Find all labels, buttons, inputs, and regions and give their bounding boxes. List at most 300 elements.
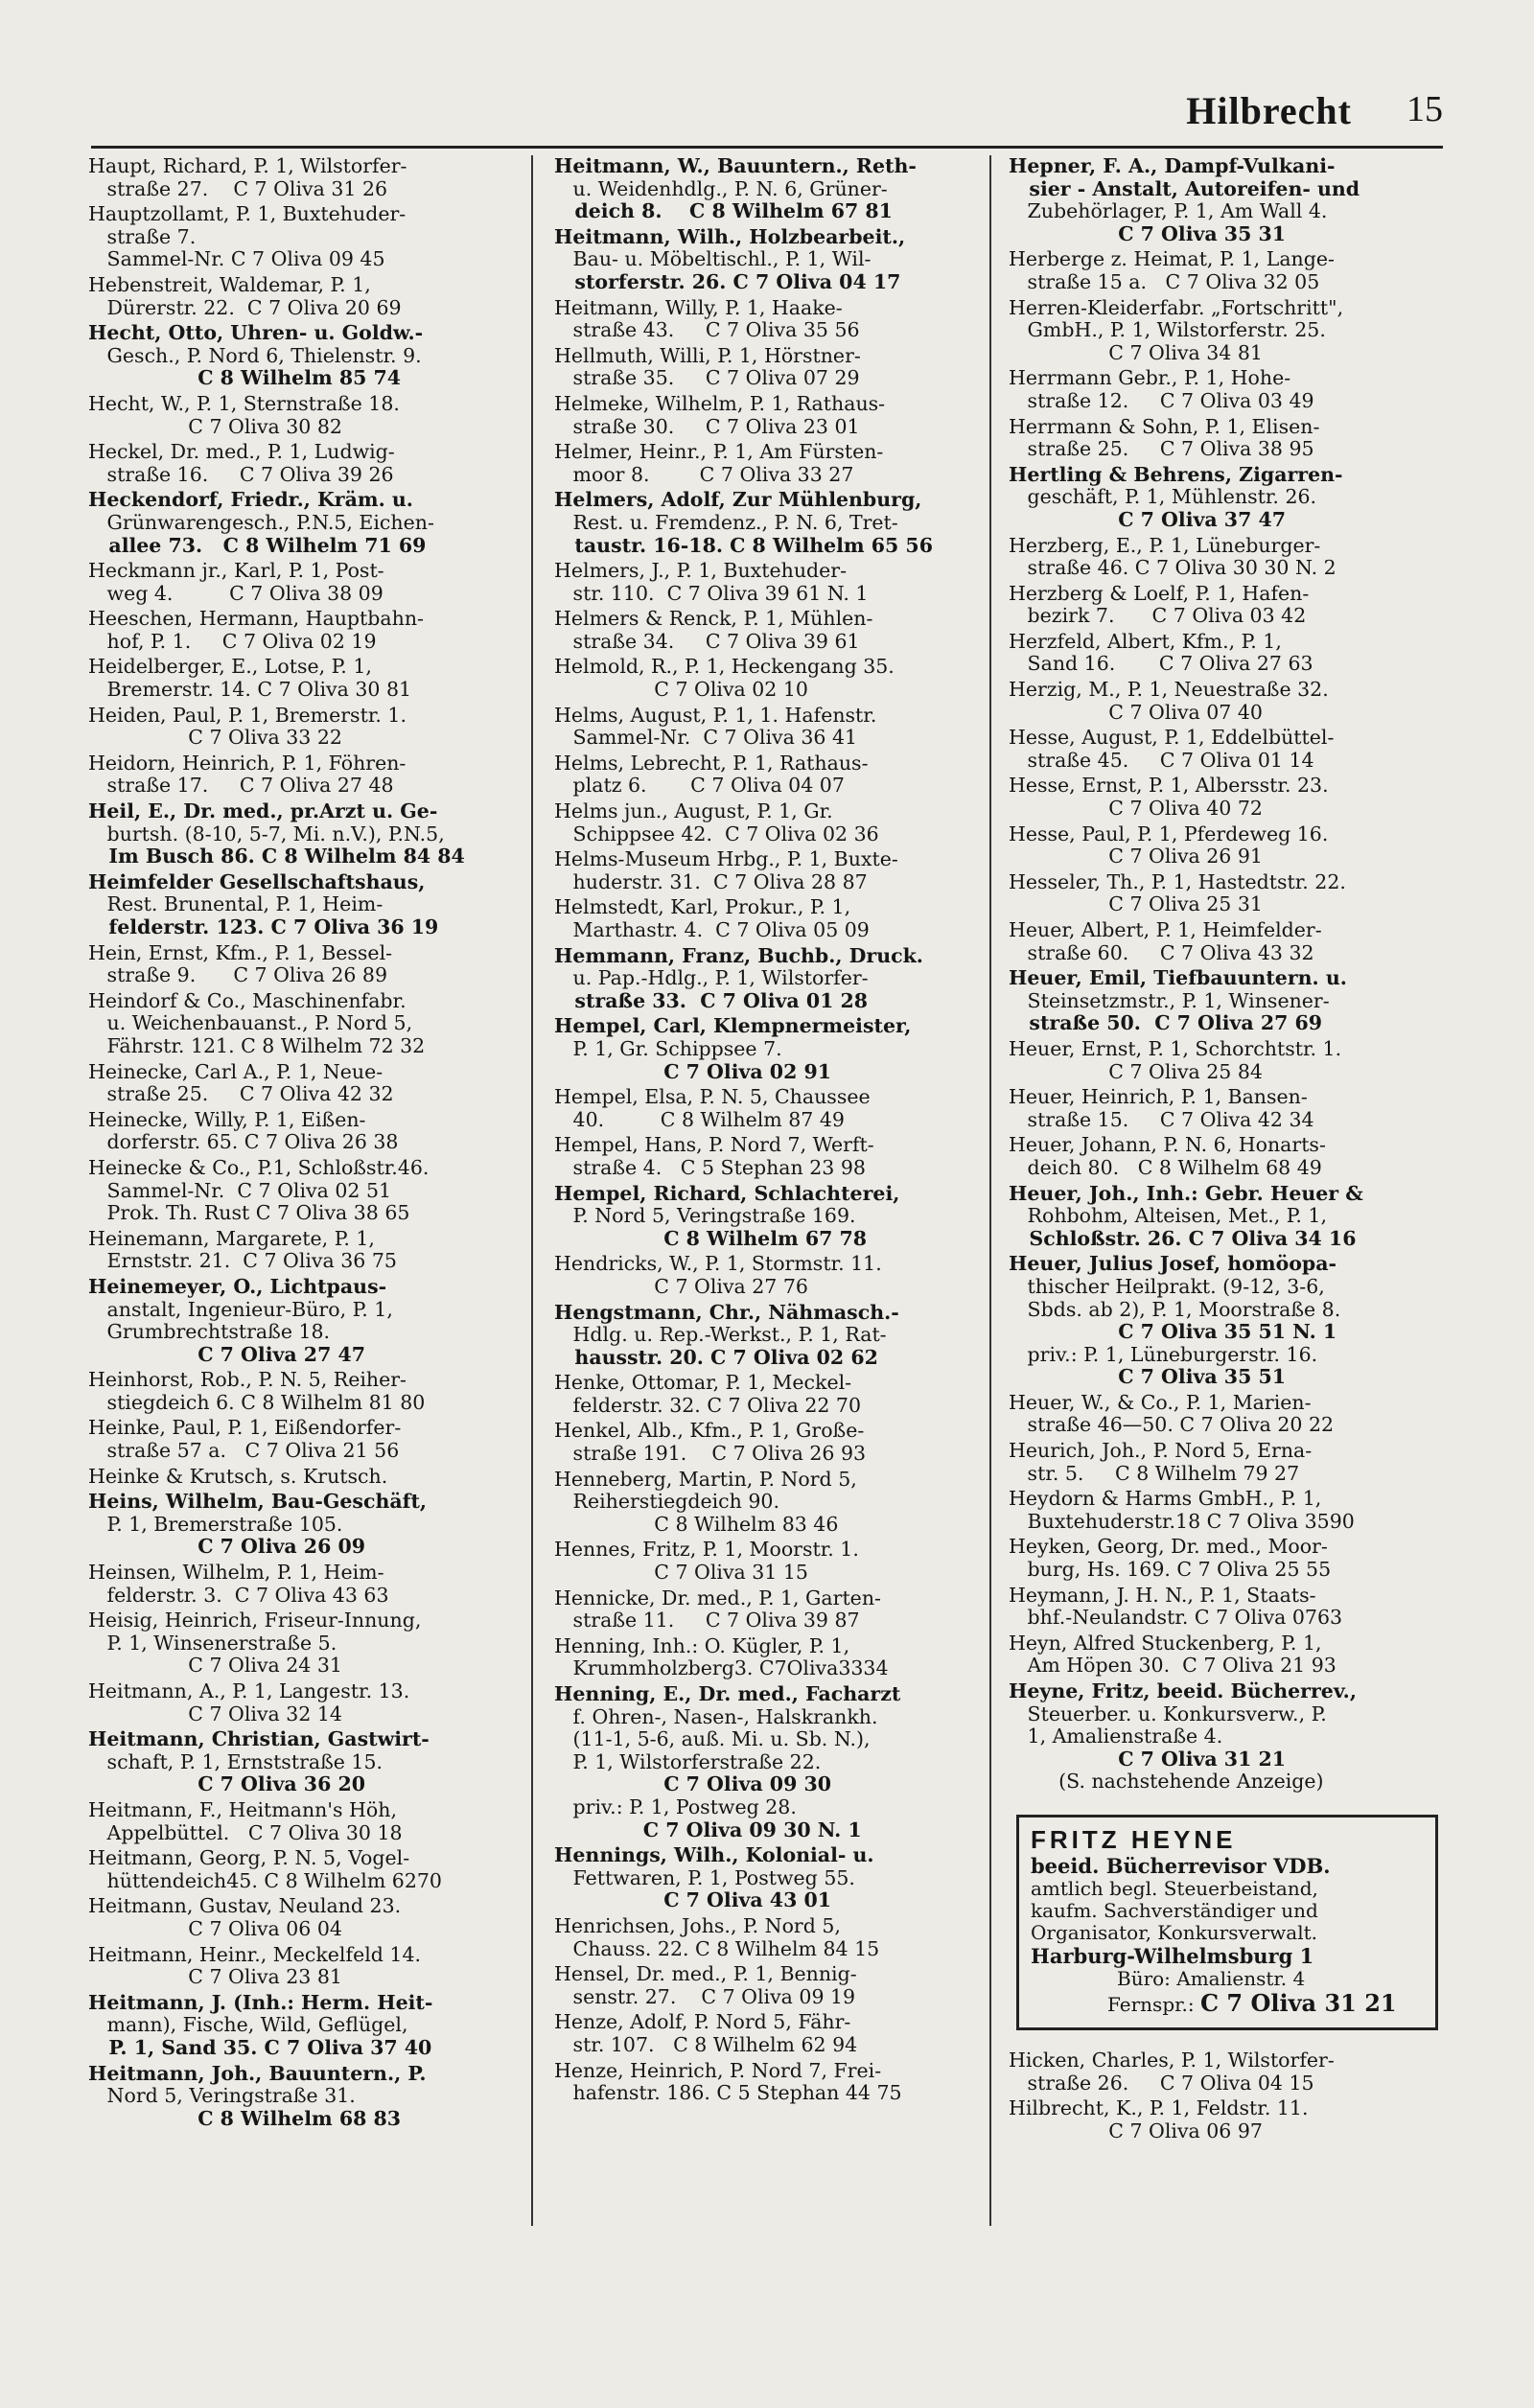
entry-line: Schippsee 42. C 7 Oliva 02 36	[554, 822, 879, 845]
entry-line: Grünwarengesch., P.N.5, Eichen-	[88, 511, 434, 534]
directory-entry	[88, 1157, 510, 1225]
entry-line: Helms, August, P. 1, 1. Hafenstr.	[554, 704, 877, 727]
column-1	[88, 155, 510, 2133]
directory-entry	[88, 1728, 510, 1796]
directory-entry	[88, 656, 510, 701]
directory-entry	[1009, 155, 1430, 245]
entry-line: P. 1, Bremerstraße 105.	[88, 1513, 343, 1536]
entry-line: Ernststr. 21. C 7 Oliva 36 75	[88, 1250, 397, 1273]
ad-city: Harburg-Wilhelmsburg 1	[1031, 1943, 1314, 1968]
directory-entry	[1009, 727, 1430, 772]
entry-line: C 7 Oliva 37 47	[1009, 508, 1287, 531]
directory-entry	[88, 322, 510, 390]
entry-line: Hepner, F. A., Dampf-Vulkani-	[1009, 155, 1336, 177]
directory-entry	[1009, 1134, 1430, 1179]
directory-entry	[554, 2011, 976, 2056]
entry-line: burtsh. (8-10, 5-7, Mi. n.V.), P.N.5,	[88, 822, 445, 845]
directory-entry	[554, 705, 976, 750]
directory-entry	[1009, 1632, 1430, 1678]
entry-line: Buxtehuderstr.18 C 7 Oliva 3590	[1009, 1510, 1355, 1533]
entry-line: Heymann, J. H. N., P. 1, Staats-	[1009, 1584, 1316, 1607]
entry-line: Chauss. 22. C 8 Wilhelm 84 15	[554, 1937, 880, 1960]
entry-line: Sammel-Nr. C 7 Oliva 36 41	[554, 727, 858, 750]
directory-entry	[1009, 1392, 1430, 1437]
entry-line: Heins, Wilhelm, Bau-Geschäft,	[88, 1491, 428, 1514]
entry-line: str. 5. C 8 Wilhelm 79 27	[1009, 1462, 1300, 1485]
entry-line: Grumbrechtstraße 18.	[88, 1321, 331, 1344]
entry-line: weg 4. C 7 Oliva 38 09	[88, 582, 384, 605]
directory-entry	[1009, 1253, 1430, 1389]
entry-line: Heitmann, Wilh., Holzbearbeit.,	[554, 225, 906, 248]
entry-line: Heindorf & Co., Maschinenfabr.	[88, 989, 407, 1012]
directory-entry	[1009, 1183, 1430, 1251]
entry-line: Schloßstr. 26. C 7 Oliva 34 16	[1009, 1227, 1357, 1250]
entry-line: deich 8. C 8 Wilhelm 67 81	[554, 200, 893, 223]
entry-line: bhf.-Neulandstr. C 7 Oliva 0763	[1009, 1607, 1343, 1630]
ad-line: amtlich begl. Steuerbeistand,	[1031, 1876, 1318, 1900]
entry-line: sier - Anstalt, Autoreifen- und	[1009, 177, 1360, 200]
entry-line: Heinke & Krutsch, s. Krutsch.	[88, 1465, 388, 1488]
entry-line: Heisig, Heinrich, Friseur-Innung,	[88, 1609, 422, 1632]
entry-line: geschäft, P. 1, Mühlenstr. 26.	[1009, 486, 1317, 509]
directory-entry	[88, 1228, 510, 1273]
entry-line: schaft, P. 1, Ernststraße 15.	[88, 1750, 384, 1773]
entry-line: Heuer, Albert, P. 1, Heimfelder-	[1009, 919, 1322, 941]
directory-entry	[554, 1915, 976, 1960]
entry-line: Helms, Lebrecht, P. 1, Rathaus-	[554, 752, 869, 775]
entry-line: Henke, Ottomar, P. 1, Meckel-	[554, 1372, 852, 1395]
directory-entry	[88, 274, 510, 319]
directory-entry	[1009, 1440, 1430, 1485]
entry-line: Heuer, Emil, Tiefbauuntern. u.	[1009, 967, 1347, 990]
entry-line: Heitmann, W., Bauuntern., Reth-	[554, 155, 917, 177]
entry-line: straße 15. C 7 Oliva 42 34	[1009, 1108, 1314, 1131]
entry-line: C 7 Oliva 26 09	[88, 1536, 366, 1559]
directory-entry	[88, 560, 510, 605]
entry-line: Heiden, Paul, P. 1, Bremerstr. 1.	[88, 704, 407, 727]
entry-line: Helmold, R., P. 1, Heckengang 35.	[554, 656, 895, 679]
entry-line: straße 12. C 7 Oliva 03 49	[1009, 389, 1314, 412]
entry-line: stiegdeich 6. C 8 Wilhelm 81 80	[88, 1391, 426, 1414]
entry-line: felderstr. 123. C 7 Oliva 36 19	[88, 916, 439, 938]
entry-line: C 7 Oliva 09 30	[554, 1773, 832, 1796]
entry-line: Hesseler, Th., P. 1, Hastedtstr. 22.	[1009, 870, 1346, 893]
entry-line: Henze, Heinrich, P. Nord 7, Frei-	[554, 2059, 882, 2082]
directory-entry	[1009, 1680, 1430, 1794]
entry-line: Heyn, Alfred Stuckenberg, P. 1,	[1009, 1632, 1322, 1655]
entry-line: Henning, E., Dr. med., Facharzt	[554, 1683, 901, 1705]
entry-line: C 7 Oliva 31 15	[554, 1562, 808, 1585]
entry-line: Hertling & Behrens, Zigarren-	[1009, 463, 1343, 486]
directory-entry	[554, 1963, 976, 2008]
entry-line: C 7 Oliva 02 10	[554, 679, 808, 702]
directory-entry	[1009, 297, 1430, 365]
entry-line: Hesse, Ernst, P. 1, Albersstr. 23.	[1009, 775, 1329, 798]
entry-line: storferstr. 26. C 7 Oliva 04 17	[554, 270, 901, 293]
directory-entry	[88, 1847, 510, 1892]
entry-line: straße 16. C 7 Oliva 39 26	[88, 463, 394, 486]
entry-line: C 7 Oliva 43 01	[554, 1889, 832, 1912]
entry-line: C 7 Oliva 32 14	[88, 1702, 342, 1725]
entry-line: Hempel, Hans, P. Nord 7, Werft-	[554, 1134, 874, 1157]
entry-line: straße 46. C 7 Oliva 30 30 N. 2	[1009, 557, 1336, 580]
directory-entry	[88, 441, 510, 486]
entry-line: straße 4. C 5 Stephan 23 98	[554, 1156, 866, 1179]
entry-line: C 7 Oliva 34 81	[1009, 341, 1263, 364]
directory-entry	[88, 1944, 510, 1989]
directory-entry	[1009, 631, 1430, 676]
entry-line: Heinecke, Willy, P. 1, Eißen-	[88, 1108, 366, 1131]
entry-line: Sammel-Nr. C 7 Oliva 09 45	[88, 248, 385, 271]
entry-line: Heuer, Heinrich, P. 1, Bansen-	[1009, 1086, 1308, 1109]
entry-line: C 7 Oliva 31 21	[1009, 1748, 1287, 1771]
directory-entry	[88, 1369, 510, 1414]
directory-entry	[554, 896, 976, 941]
directory-entry	[88, 1680, 510, 1725]
entry-line: Hilbrecht, K., P. 1, Feldstr. 11.	[1009, 2097, 1309, 2120]
entry-line: Reiherstiegdeich 90.	[554, 1491, 779, 1514]
entry-line: Hdlg. u. Rep.-Werkst., P. 1, Rat-	[554, 1324, 887, 1347]
entry-line: Steinsetzmstr., P. 1, Winsener-	[1009, 989, 1330, 1012]
entry-line: Heuer, Johann, P. N. 6, Honarts-	[1009, 1134, 1326, 1157]
column-3-after-ad	[1009, 2049, 1430, 2142]
entry-line: Rest. Brunental, P. 1, Heim-	[88, 893, 384, 916]
entry-line: hof, P. 1. C 7 Oliva 02 19	[88, 630, 377, 653]
advertisement-box	[1016, 1815, 1438, 2030]
entry-line: burg, Hs. 169. C 7 Oliva 25 55	[1009, 1559, 1332, 1582]
entry-line: Helmeke, Wilhelm, P. 1, Rathaus-	[554, 392, 886, 415]
entry-line: hüttendeich45. C 8 Wilhelm 6270	[88, 1869, 442, 1892]
entry-line: straße 30. C 7 Oliva 23 01	[554, 415, 860, 438]
directory-entry	[88, 752, 510, 798]
directory-entry	[1009, 1038, 1430, 1083]
directory-entry	[88, 155, 510, 200]
entry-line: C 7 Oliva 25 84	[1009, 1060, 1263, 1083]
directory-entry	[554, 1844, 976, 1912]
entry-line: Fettwaren, P. 1, Postweg 55.	[554, 1866, 855, 1889]
entry-line: Hennicke, Dr. med., P. 1, Garten-	[554, 1586, 881, 1609]
entry-line: straße 27. C 7 Oliva 31 26	[88, 177, 388, 200]
entry-line: Haupt, Richard, P. 1, Wilstorfer-	[88, 155, 407, 177]
entry-line: C 7 Oliva 35 51	[1009, 1366, 1287, 1389]
running-head: Hilbrecht	[1186, 89, 1352, 132]
entry-line: Gesch., P. Nord 6, Thielenstr. 9.	[88, 344, 422, 367]
entry-line: Heitmann, Georg, P. N. 5, Vogel-	[88, 1847, 410, 1870]
entry-line: straße 15 a. C 7 Oliva 32 05	[1009, 270, 1320, 293]
entry-line: Heyne, Fritz, beeid. Bücherrev.,	[1009, 1680, 1357, 1702]
entry-line: Heinke, Paul, P. 1, Eißendorfer-	[88, 1417, 402, 1440]
entry-line: straße 17. C 7 Oliva 27 48	[88, 775, 394, 798]
entry-line: allee 73. C 8 Wilhelm 71 69	[88, 534, 427, 557]
entry-line: Marthastr. 4. C 7 Oliva 05 09	[554, 919, 870, 941]
entry-line: P. 1, Sand 35. C 7 Oliva 37 40	[88, 2036, 432, 2059]
entry-line: Hecht, W., P. 1, Sternstraße 18.	[88, 392, 400, 415]
directory-entry	[554, 1372, 976, 1417]
entry-line: Heinsen, Wilhelm, P. 1, Heim-	[88, 1562, 384, 1585]
entry-line: Helmers, J., P. 1, Buxtehuder-	[554, 560, 847, 583]
column-divider	[531, 155, 533, 2226]
entry-line: straße 60. C 7 Oliva 43 32	[1009, 941, 1314, 964]
entry-line: straße 50. C 7 Oliva 27 69	[1009, 1012, 1323, 1035]
directory-entry	[1009, 775, 1430, 820]
entry-line: Hensel, Dr. med., P. 1, Bennig-	[554, 1963, 857, 1986]
entry-line: Heitmann, Joh., Bauuntern., P.	[88, 2062, 427, 2085]
entry-line: Heckendorf, Friedr., Kräm. u.	[88, 489, 413, 512]
directory-entry	[1009, 871, 1430, 916]
entry-line: GmbH., P. 1, Wilstorferstr. 25.	[1009, 319, 1326, 342]
directory-entry	[88, 800, 510, 868]
entry-line: Hennings, Wilh., Kolonial- u.	[554, 1844, 874, 1867]
directory-entry	[1009, 1488, 1430, 1533]
entry-line: (S. nachstehende Anzeige)	[1009, 1771, 1324, 1794]
entry-line: deich 80. C 8 Wilhelm 68 49	[1009, 1156, 1322, 1179]
directory-entry	[1009, 823, 1430, 868]
entry-line: f. Ohren-, Nasen-, Halskrankh.	[554, 1705, 878, 1728]
directory-entry	[88, 990, 510, 1058]
entry-line: Heitmann, F., Heitmann's Höh,	[88, 1798, 397, 1821]
entry-line: Heinemeyer, O., Lichtpaus-	[88, 1275, 387, 1298]
entry-line: Heitmann, Christian, Gastwirt-	[88, 1728, 430, 1751]
entry-line: C 7 Oliva 24 31	[88, 1655, 342, 1678]
directory-entry	[554, 848, 976, 893]
entry-line: Heuer, Joh., Inh.: Gebr. Heuer &	[1009, 1182, 1363, 1205]
entry-line: Krummholzberg3. C7Oliva3334	[554, 1657, 889, 1680]
directory-entry	[554, 1253, 976, 1298]
entry-line: Heitmann, Heinr., Meckelfeld 14.	[88, 1943, 421, 1966]
entry-line: C 7 Oliva 09 30 N. 1	[554, 1818, 862, 1841]
entry-line: C 7 Oliva 27 47	[88, 1343, 366, 1366]
directory-entry	[1009, 2049, 1430, 2095]
entry-line: straße 9. C 7 Oliva 26 89	[88, 964, 388, 987]
entry-line: Heil, E., Dr. med., pr.Arzt u. Ge-	[88, 800, 438, 823]
entry-line: Henkel, Alb., Kfm., P. 1, Große-	[554, 1420, 865, 1443]
entry-line: Heinemann, Margarete, P. 1,	[88, 1227, 375, 1250]
entry-line: Appelbüttel. C 7 Oliva 30 18	[88, 1821, 403, 1844]
directory-entry	[88, 393, 510, 438]
entry-line: Prok. Th. Rust C 7 Oliva 38 65	[88, 1202, 410, 1225]
ad-phone-label: Fernspr.:	[1107, 1992, 1195, 2016]
entry-line: C 7 Oliva 30 82	[88, 415, 342, 438]
entry-line: Hendricks, W., P. 1, Stormstr. 11.	[554, 1253, 882, 1276]
entry-line: Herzfeld, Albert, Kfm., P. 1,	[1009, 630, 1282, 653]
entry-line: Heydorn & Harms GmbH., P. 1,	[1009, 1488, 1322, 1511]
ad-office: Büro: Amalienstr. 4	[1117, 1966, 1306, 1990]
directory-entry	[554, 1420, 976, 1465]
entry-line: Heuer, Ernst, P. 1, Schorchtstr. 1.	[1009, 1037, 1342, 1060]
ad-phone-row	[1031, 1990, 1424, 2018]
entry-line: senstr. 27. C 7 Oliva 09 19	[554, 1985, 856, 2008]
entry-line: Dürerstr. 22. C 7 Oliva 20 69	[88, 296, 402, 319]
entry-line: mann), Fische, Wild, Geflügel,	[88, 2014, 408, 2037]
directory-entry	[1009, 248, 1430, 293]
directory-entry	[554, 297, 976, 342]
entry-line: P. 1, Gr. Schippsee 7.	[554, 1037, 782, 1060]
entry-line: Herberge z. Heimat, P. 1, Lange-	[1009, 248, 1335, 271]
directory-entry	[1009, 583, 1430, 628]
entry-line: Hesse, Paul, P. 1, Pferdeweg 16.	[1009, 822, 1329, 845]
entry-line: Fährstr. 121. C 8 Wilhelm 72 32	[88, 1034, 426, 1057]
entry-line: Nord 5, Veringstraße 31.	[88, 2085, 356, 2108]
entry-line: straße 46—50. C 7 Oliva 20 22	[1009, 1414, 1335, 1437]
directory-columns	[88, 155, 1448, 2350]
entry-line: Im Busch 86. C 8 Wilhelm 84 84	[88, 845, 465, 868]
entry-line: Zubehörlager, P. 1, Am Wall 4.	[1009, 200, 1328, 223]
entry-line: Hicken, Charles, P. 1, Wilstorfer-	[1009, 2049, 1335, 2072]
entry-line: Henze, Adolf, P. Nord 5, Fähr-	[554, 2011, 851, 2034]
directory-entry	[554, 489, 976, 557]
directory-entry	[88, 2063, 510, 2131]
directory-entry	[554, 155, 976, 223]
entry-line: Heinecke & Co., P.1, Schloßstr.46.	[88, 1156, 430, 1179]
entry-line: Heinhorst, Rob., P. N. 5, Reiher-	[88, 1369, 407, 1392]
entry-line: C 7 Oliva 06 97	[1009, 2119, 1263, 2142]
entry-line: straße 11. C 7 Oliva 39 87	[554, 1609, 860, 1632]
entry-line: u. Weichenbauanst., P. Nord 5,	[88, 1012, 413, 1035]
entry-line: straße 45. C 7 Oliva 01 14	[1009, 749, 1314, 772]
entry-line: huderstr. 31. C 7 Oliva 28 87	[554, 870, 868, 893]
directory-entry	[554, 2060, 976, 2105]
directory-entry	[554, 752, 976, 798]
entry-line: Hennes, Fritz, P. 1, Moorstr. 1.	[554, 1539, 859, 1562]
entry-line: Helms jun., August, P. 1, Gr.	[554, 800, 833, 823]
directory-entry	[88, 608, 510, 653]
entry-line: Hebenstreit, Waldemar, P. 1,	[88, 273, 371, 296]
directory-entry	[88, 1992, 510, 2060]
entry-line: Heitmann, Willy, P. 1, Haake-	[554, 296, 843, 319]
column-2	[554, 155, 976, 2108]
directory-entry	[1009, 967, 1430, 1035]
entry-line: Sbds. ab 2), P. 1, Moorstraße 8.	[1009, 1298, 1341, 1321]
entry-line: straße 57 a. C 7 Oliva 21 56	[88, 1440, 400, 1463]
entry-line: priv.: P. 1, Postweg 28.	[554, 1795, 797, 1818]
directory-entry	[554, 656, 976, 701]
entry-line: C 7 Oliva 35 51 N. 1	[1009, 1321, 1337, 1344]
entry-line: Helmers, Adolf, Zur Mühlenburg,	[554, 489, 922, 512]
entry-line: Heinecke, Carl A., P. 1, Neue-	[88, 1060, 384, 1083]
directory-entry	[1009, 416, 1430, 461]
ad-line: kaufm. Sachverständiger und	[1031, 1898, 1318, 1922]
entry-line: Hauptzollamt, P. 1, Buxtehuder-	[88, 203, 407, 226]
directory-entry	[554, 345, 976, 390]
page-header	[91, 88, 1443, 149]
entry-line: Bremerstr. 14. C 7 Oliva 30 81	[88, 679, 412, 702]
entry-line: bezirk 7. C 7 Oliva 03 42	[1009, 605, 1307, 628]
entry-line: C 7 Oliva 36 20	[88, 1773, 366, 1796]
directory-entry	[1009, 1585, 1430, 1630]
entry-line: hafenstr. 186. C 5 Stephan 44 75	[554, 2082, 902, 2105]
entry-line: Helmer, Heinr., P. 1, Am Fürsten-	[554, 441, 884, 464]
directory-entry	[88, 705, 510, 750]
directory-entry	[554, 800, 976, 845]
entry-line: Henrichsen, Johs., P. Nord 5,	[554, 1914, 841, 1937]
directory-entry	[554, 1539, 976, 1584]
entry-line: moor 8. C 7 Oliva 33 27	[554, 463, 854, 486]
entry-line: C 8 Wilhelm 85 74	[88, 367, 402, 390]
entry-line: C 7 Oliva 27 76	[554, 1275, 808, 1298]
directory-entry	[554, 608, 976, 653]
column-3	[1009, 155, 1430, 2145]
entry-line: 1, Amalienstraße 4.	[1009, 1725, 1223, 1748]
entry-line: Steuerber. u. Konkursverw., P.	[1009, 1702, 1327, 1725]
entry-line: C 7 Oliva 25 31	[1009, 893, 1263, 916]
directory-entry	[88, 1491, 510, 1559]
directory-entry	[554, 226, 976, 294]
entry-line: Sammel-Nr. C 7 Oliva 02 51	[88, 1179, 392, 1202]
entry-line: Hein, Ernst, Kfm., P. 1, Bessel-	[88, 941, 393, 964]
directory-entry	[1009, 1536, 1430, 1581]
ad-subtitle: beeid. Bücherrevisor VDB.	[1031, 1853, 1331, 1878]
entry-line: taustr. 16-18. C 8 Wilhelm 65 56	[554, 534, 933, 557]
entry-line: straße 26. C 7 Oliva 04 15	[1009, 2072, 1314, 2095]
entry-line: P. 1, Wilstorferstraße 22.	[554, 1750, 822, 1773]
entry-line: Hempel, Elsa, P. N. 5, Chaussee	[554, 1086, 871, 1109]
column-divider	[989, 155, 991, 2226]
directory-entry	[554, 1183, 976, 1251]
directory-entry	[554, 1469, 976, 1537]
entry-line: Henneberg, Martin, P. Nord 5,	[554, 1468, 857, 1491]
directory-entry	[554, 1587, 976, 1632]
entry-line: Helmstedt, Karl, Prokur., P. 1,	[554, 896, 851, 919]
entry-line: C 8 Wilhelm 68 83	[88, 2107, 402, 2130]
entry-line: Hempel, Carl, Klempnermeister,	[554, 1015, 912, 1038]
entry-line: straße 35. C 7 Oliva 07 29	[554, 367, 860, 390]
directory-entry	[1009, 535, 1430, 580]
directory-entry	[1009, 679, 1430, 724]
directory-entry	[88, 1417, 510, 1462]
ad-line: Organisator, Konkursverwalt.	[1031, 1920, 1317, 1944]
directory-entry	[88, 489, 510, 557]
entry-line: u. Pap.-Hdlg., P. 1, Wilstorfer-	[554, 967, 869, 990]
entry-line: Hengstmann, Chr., Nähmasch.-	[554, 1301, 899, 1324]
entry-line: P. 1, Winsenerstraße 5.	[88, 1632, 337, 1655]
ad-phone: C 7 Oliva 31 21	[1199, 1988, 1397, 2017]
entry-line: Heckmann jr., Karl, P. 1, Post-	[88, 560, 384, 583]
directory-entry	[88, 1109, 510, 1154]
entry-line: Herren-Kleiderfabr. „Fortschritt",	[1009, 296, 1344, 319]
directory-entry	[1009, 367, 1430, 412]
entry-line: Hellmuth, Willi, P. 1, Hörstner-	[554, 344, 861, 367]
entry-line: Herrmann Gebr., P. 1, Hohe-	[1009, 367, 1291, 390]
entry-line: Herzig, M., P. 1, Neuestraße 32.	[1009, 679, 1329, 702]
entry-line: anstalt, Ingenieur-Büro, P. 1,	[88, 1298, 393, 1321]
directory-entry	[554, 1635, 976, 1680]
entry-line: C 7 Oliva 33 22	[88, 727, 342, 750]
directory-entry	[554, 1302, 976, 1370]
entry-line: straße 43. C 7 Oliva 35 56	[554, 319, 860, 342]
entry-line: Heuer, W., & Co., P. 1, Marien-	[1009, 1391, 1312, 1414]
directory-entry	[88, 1061, 510, 1106]
directory-entry	[88, 942, 510, 987]
entry-line: Hesse, August, P. 1, Eddelbüttel-	[1009, 727, 1335, 750]
entry-line: straße 191. C 7 Oliva 26 93	[554, 1443, 867, 1466]
entry-line: Heitmann, J. (Inh.: Herm. Heit-	[88, 1991, 433, 2014]
entry-line: Rest. u. Fremdenz., P. N. 6, Tret-	[554, 511, 898, 534]
entry-line: Hempel, Richard, Schlachterei,	[554, 1182, 900, 1205]
entry-line: P. Nord 5, Veringstraße 169.	[554, 1205, 856, 1228]
entry-line: Rohbohm, Alteisen, Met., P. 1,	[1009, 1205, 1327, 1228]
directory-entry	[554, 1683, 976, 1841]
entry-line: felderstr. 32. C 7 Oliva 22 70	[554, 1394, 862, 1417]
ad-name: FRITZ HEYNE	[1031, 1824, 1237, 1854]
entry-line: Heeschen, Hermann, Hauptbahn-	[88, 608, 424, 631]
directory-entry	[88, 1895, 510, 1940]
entry-line: C 7 Oliva 02 91	[554, 1060, 832, 1083]
entry-line: C 7 Oliva 06 04	[88, 1917, 342, 1940]
entry-line: Hemmann, Franz, Buchb., Druck.	[554, 944, 923, 967]
entry-line: Am Höpen 30. C 7 Oliva 21 93	[1009, 1655, 1336, 1678]
directory-entry	[554, 560, 976, 605]
entry-line: str. 110. C 7 Oliva 39 61 N. 1	[554, 582, 869, 605]
